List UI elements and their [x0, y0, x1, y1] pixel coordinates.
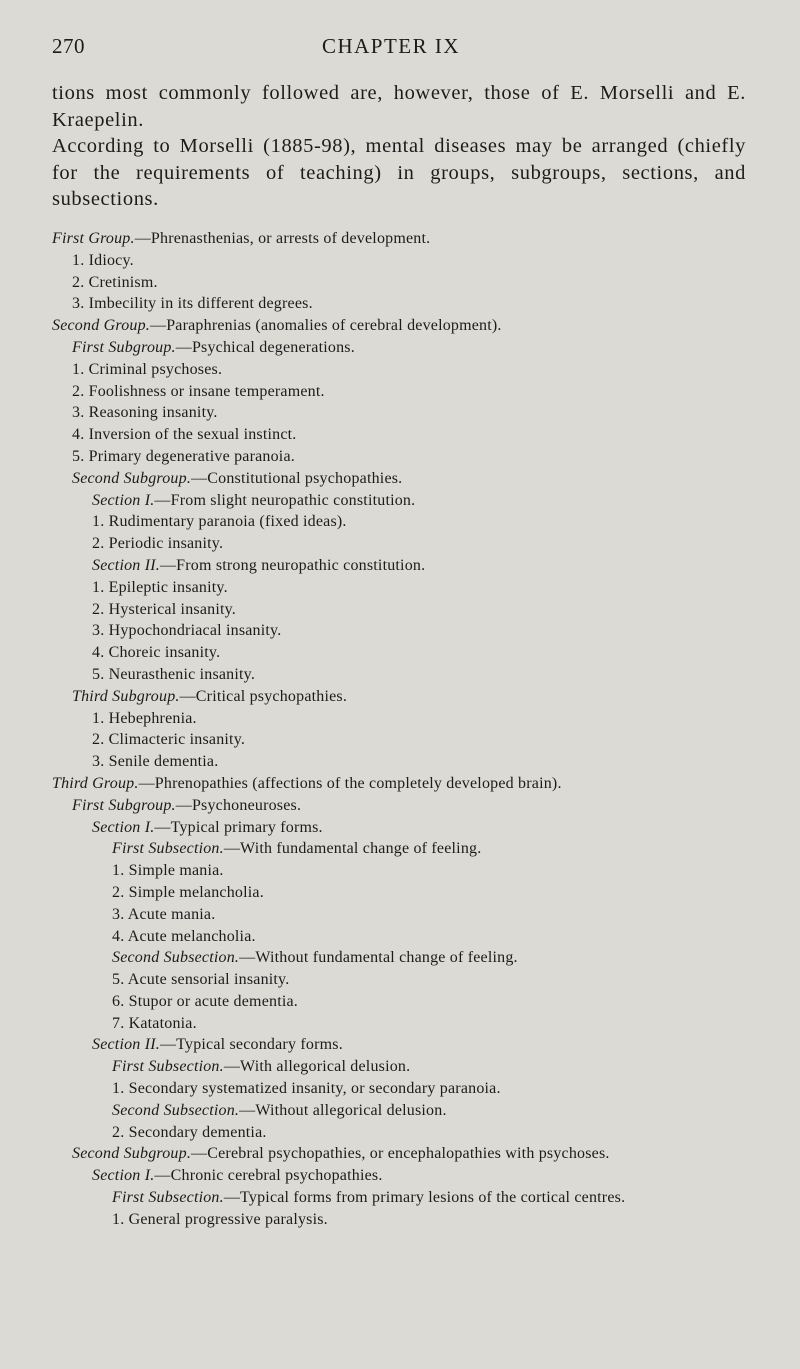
outline-item — [52, 860, 772, 882]
outline-heading-label: Second Subsection. — [112, 949, 240, 967]
outline-text: —Psychoneuroses. — [175, 796, 302, 814]
intro-paragraph: tions most commonly followed are, however, those of E. Morselli and E. Kraepelin. — [52, 82, 746, 131]
outline-item — [52, 1122, 772, 1144]
running-header — [52, 34, 730, 64]
outline-text: 3. Imbecility in its different degrees. — [72, 295, 313, 313]
outline-heading-label: Second Subgroup. — [72, 1145, 192, 1163]
outline-heading — [52, 1100, 772, 1122]
outline-text: 1. Secondary systematized insanity, or secondary paranoia. — [112, 1080, 501, 1098]
outline-text: —Typical primary forms. — [154, 818, 323, 836]
outline-item — [52, 599, 772, 621]
outline-item — [52, 642, 772, 664]
outline-text: —Phrenopathies (affections of the completely developed brain). — [138, 774, 562, 792]
outline-text: 5. Primary degenerative paranoia. — [72, 447, 295, 465]
outline-item — [52, 533, 772, 555]
outline-text: 4. Inversion of the sexual instinct. — [72, 426, 297, 444]
outline-item — [52, 1209, 772, 1231]
outline-heading — [52, 228, 772, 250]
outline-text: 4. Acute melancholia. — [112, 927, 256, 945]
outline-text: —Paraphrenias (anomalies of cerebral development). — [150, 317, 502, 335]
outline-text: 5. Neurasthenic insanity. — [92, 665, 256, 683]
outline-text: 1. Rudimentary paranoia (fixed ideas). — [92, 513, 347, 531]
outline-heading-label: First Subsection. — [112, 1058, 224, 1076]
outline-heading-label: Section I. — [92, 491, 155, 509]
outline-heading-label: Section II. — [92, 556, 160, 574]
outline-heading-label: Section I. — [92, 1167, 155, 1185]
outline-item — [52, 882, 772, 904]
outline-text: 2. Simple melancholia. — [112, 883, 264, 901]
outline-text: —Without allegorical delusion. — [239, 1101, 447, 1119]
outline-text: 2. Hysterical insanity. — [92, 600, 236, 618]
outline-text: 3. Reasoning insanity. — [72, 404, 218, 422]
outline-heading — [52, 1187, 772, 1209]
outline-heading — [52, 686, 772, 708]
outline-heading — [52, 315, 772, 337]
outline-text: 6. Stupor or acute dementia. — [112, 992, 298, 1010]
outline-text: —From strong neuropathic constitution. — [159, 556, 426, 574]
outline-item — [52, 359, 772, 381]
chapter-title: CHAPTER IX — [321, 34, 461, 58]
outline-item — [52, 293, 772, 315]
outline-item — [52, 1013, 772, 1035]
outline-text: 2. Climacteric insanity. — [92, 731, 246, 749]
classification-outline — [52, 228, 772, 1231]
outline-heading-label: Second Subgroup. — [72, 469, 192, 487]
outline-heading — [52, 1056, 772, 1078]
outline-heading-label: Section I. — [92, 818, 155, 836]
outline-text: 3. Acute mania. — [112, 905, 216, 923]
outline-item — [52, 708, 772, 730]
outline-text: —Critical psychopathies. — [179, 687, 348, 705]
intro-text — [52, 80, 746, 213]
outline-heading-label: Section II. — [92, 1036, 160, 1054]
outline-item — [52, 991, 772, 1013]
outline-item — [52, 969, 772, 991]
outline-text: 5. Acute sensorial insanity. — [112, 971, 290, 989]
outline-text: —Constitutional psychopathies. — [191, 469, 403, 487]
intro-paragraph: According to Morselli (1885-98), mental diseases may be arranged (chiefly for the requirements of teaching) in groups, subgroups, sections, and subsections. — [52, 135, 746, 210]
outline-text: —Chronic cerebral psychopathies. — [154, 1167, 383, 1185]
outline-heading — [52, 817, 772, 839]
outline-text: —Typical secondary forms. — [159, 1036, 343, 1054]
outline-text: 2. Cretinism. — [72, 273, 158, 291]
outline-item — [52, 664, 772, 686]
outline-text: —With allegorical delusion. — [223, 1058, 411, 1076]
outline-item — [52, 620, 772, 642]
outline-item — [52, 424, 772, 446]
outline-heading — [52, 555, 772, 577]
outline-text: 3. Hypochondriacal insanity. — [92, 622, 282, 640]
outline-heading-label: First Subsection. — [112, 840, 224, 858]
outline-heading — [52, 1165, 772, 1187]
outline-text: —Phrenasthenias, or arrests of development. — [134, 230, 431, 247]
outline-heading — [52, 468, 772, 490]
outline-heading — [52, 337, 772, 359]
outline-heading — [52, 795, 772, 817]
outline-heading-label: Second Subsection. — [112, 1101, 240, 1119]
outline-text: —Psychical degenerations. — [175, 338, 355, 356]
outline-item — [52, 511, 772, 533]
outline-text: —With fundamental change of feeling. — [223, 840, 482, 858]
outline-heading-label: First Subgroup. — [72, 338, 176, 356]
outline-heading — [52, 773, 772, 795]
outline-heading-label: Second Group. — [52, 317, 150, 335]
outline-text: 1. Epileptic insanity. — [92, 578, 228, 596]
outline-heading — [52, 490, 772, 512]
outline-heading — [52, 838, 772, 860]
outline-text: —From slight neuropathic constitution. — [154, 491, 416, 509]
outline-item — [52, 446, 772, 468]
outline-heading-label: Third Subgroup. — [72, 687, 180, 705]
outline-heading — [52, 1143, 772, 1165]
outline-heading — [52, 947, 772, 969]
outline-item — [52, 272, 772, 294]
outline-text: 1. Simple mania. — [112, 862, 224, 880]
outline-item — [52, 402, 772, 424]
page-number: 270 — [52, 34, 85, 58]
outline-text: 1. Idiocy. — [72, 251, 134, 269]
outline-text: —Typical forms from primary lesions of the cortical centres. — [223, 1189, 626, 1207]
outline-text: 3. Senile dementia. — [92, 753, 219, 771]
outline-heading-label: First Subsection. — [112, 1189, 224, 1207]
outline-text: 1. Criminal psychoses. — [72, 360, 223, 378]
outline-text: —Cerebral psychopathies, or encephalopathies with psychoses. — [191, 1145, 610, 1163]
outline-item — [52, 250, 772, 272]
outline-item — [52, 577, 772, 599]
outline-heading-label: Third Group. — [52, 774, 139, 792]
outline-item — [52, 1078, 772, 1100]
outline-item — [52, 729, 772, 751]
outline-text: 7. Katatonia. — [112, 1014, 197, 1032]
outline-text: 1. General progressive paralysis. — [112, 1210, 328, 1228]
outline-text: 4. Choreic insanity. — [92, 644, 221, 662]
outline-heading — [52, 1034, 772, 1056]
outline-text: 1. Hebephrenia. — [92, 709, 197, 727]
outline-text: 2. Secondary dementia. — [112, 1123, 267, 1141]
outline-heading-label: First Group. — [52, 230, 135, 247]
outline-item — [52, 926, 772, 948]
outline-text: 2. Foolishness or insane temperament. — [72, 382, 325, 400]
outline-item — [52, 381, 772, 403]
outline-item — [52, 904, 772, 926]
outline-text: 2. Periodic insanity. — [92, 535, 224, 553]
outline-heading-label: First Subgroup. — [72, 796, 176, 814]
outline-item — [52, 751, 772, 773]
outline-text: —Without fundamental change of feeling. — [239, 949, 518, 967]
